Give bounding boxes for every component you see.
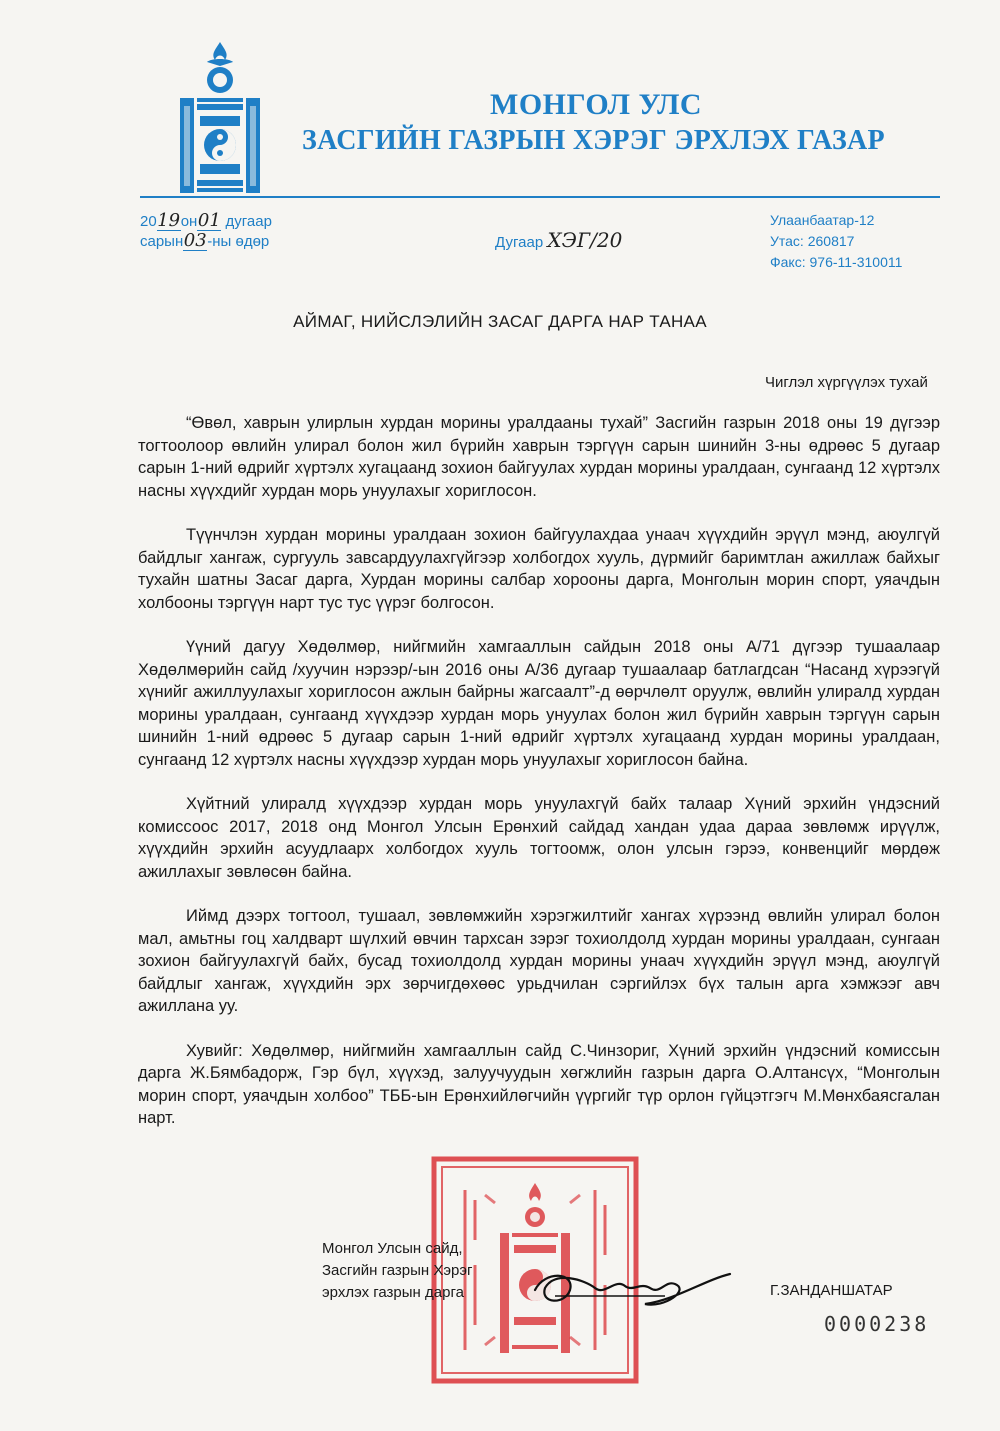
letter-subject: Чиглэл хүргүүлэх тухай — [765, 374, 928, 391]
signatory-title — [322, 1238, 472, 1304]
signatory-title-line3: эрхлэх газрын дарга — [322, 1284, 464, 1301]
signatory-name: Г.ЗАНДАНШАТАР — [770, 1282, 893, 1299]
serial-number: 0000238 — [824, 1312, 930, 1336]
address-phone: Утас: 260817 — [770, 233, 855, 249]
signatory-title-line2: Засгийн газрын Хэрэг — [322, 1262, 473, 1279]
day-label: -ны өдөр — [207, 233, 270, 250]
registration-number — [495, 228, 622, 252]
address-block — [770, 210, 902, 273]
body-paragraph: Үүний дагуу Хөдөлмөр, нийгмийн хамгааллын сайдын 2018 оны А/71 дүгээр тушаалаар Хөдөлмөрийн сайд /хуучин нэрээр/-ын 2016 оны А/36 дугаар тушаалаар батлагдсан “Насанд хүрээгүй хүнийг ажиллуулахыг хориглосон ажлын байрны жагсаалт”-д өөрчлөлт оруулж, өвлийн улиралд хурдан морины уралдаан, сунгаанд хүүхдээр хурдан морь унуулах болон жил бүрийн хаврын тэргүүн сарын шинийн 1-ний өдрөөс 5 дугаар сарын 1-ний өдрийг хүртэлх хугацаанд хурдан морины уралдаан, сунгаанд 12 хүртэлх насны хүүхдээр хурдан морь унуулахыг хориглосон байна. — [138, 638, 940, 769]
addressee-heading: АЙМАГ, НИЙСЛЭЛИЙН ЗАСАГ ДАРГА НАР ТАНАА — [293, 312, 707, 331]
handwritten-signature — [515, 1260, 735, 1320]
registration-value: ХЭГ/20 — [547, 228, 623, 252]
month-value: 01 — [197, 210, 221, 231]
signatory-title-line1: Монгол Улсын сайд, — [322, 1240, 463, 1257]
body-paragraph: “Өвөл, хаврын улирлын хурдан морины уралдааны тухай” Засгийн газрын 2018 оны 19 дүгээр тогтоолоор өвлийн улирал болон жил бүрийн хаврын тэргүүн сарын шинийн 3-ны өдрөөс 5 дугаар сарын 1-ний өдрийг хүртэлх хугацаанд зохион байгуулах хурдан морины уралдаан, сунгаанд 12 хүртэлх насны хүүхдийг хурдан морь унуулахыг хориглосон. — [138, 414, 940, 500]
registration-label: Дугаар — [495, 234, 544, 251]
soyombo-emblem-icon — [175, 40, 265, 195]
body-paragraph: Хувийг: Хөдөлмөр, нийгмийн хамгааллын сайд С.Чинзориг, Хүний эрхийн үндэсний комиссын дарга Ж.Бямбадорж, Гэр бүл, хүүхэд, залуучуудын хөгжлийн газрын дарга О.Алтансүх, “Монголын морин спорт, уяачдын холбоо” ТББ-ын Ерөнхийлөгчийн үүргийг түр орлон гүйцэтгэгч М.Мөнхбаясгалан нарт. — [138, 1041, 940, 1127]
month-label: дугаар — [225, 213, 272, 230]
letter-body — [138, 412, 940, 1152]
body-paragraph: Иймд дээрх тогтоол, тушаал, зөвлөмжийн хэрэгжилтийг хангах хүрээнд өвлийн улирал болон мал, амьтны гоц халдварт шүлхий өвчин тархсан зэрэг тохиолдолд хурдан морины уралдаан, сунгаан зохион байгуулахгүй байх, бусад тохиолдолд хурдан морины унаач хүүхдийн эрүүл мэнд, аюулгүй байдлыг хангаж, хүүхдийн эрх зөрчигдөхөөс урьдчилан сэргийлэх бүх талын арга хэмжээг авч ажиллана уу. — [138, 907, 940, 1015]
body-paragraph: Хүйтний улиралд хүүхдээр хурдан морь унуулахгүй байх талаар Хүний эрхийн үндэсний комиссоос 2017, 2018 онд Монгол Улсын Ерөнхий сайдад хандан удаа дараа зөвлөмж ирүүлж, хүүхдийн эрхийн асуудлаарх холбогдох хууль тогтоомж, олон улсын гэрээ, конвенцийг мөрдөж ажиллахыг зөвлөсөн байна. — [138, 795, 940, 881]
on-label: он — [180, 213, 198, 230]
year-suffix: 19 — [157, 210, 181, 231]
day-value: 03 — [183, 230, 207, 251]
body-paragraph: Түүнчлэн хурдан морины уралдаан зохион байгуулахдаа унаач хүүхдийн эрүүл мэнд, аюулгүй байдлыг хангаж, сургууль завсардуулахгүйгээр холбогдох хууль, дүрмийг баримтлан ажиллаж байхыг тухайн шатны Засаг дарга, Хурдан морины салбар хорооны дарга, Монголын морин спорт, уяачдын холбооны тэргүүн нарт тус тус үүрэг болгосон. — [138, 526, 940, 612]
date-line-year-month — [140, 212, 272, 231]
month-word: сарын — [140, 233, 184, 250]
address-city: Улаанбаатар-12 — [770, 212, 875, 228]
year-prefix: 20 — [140, 213, 157, 230]
address-fax: Факс: 976-11-310011 — [770, 254, 903, 270]
header-divider — [140, 196, 940, 198]
org-title-line1: МОНГОЛ УЛС — [490, 88, 703, 121]
org-title-line2: ЗАСГИЙН ГАЗРЫН ХЭРЭГ ЭРХЛЭХ ГАЗАР — [302, 125, 885, 156]
date-line-day — [140, 232, 269, 251]
